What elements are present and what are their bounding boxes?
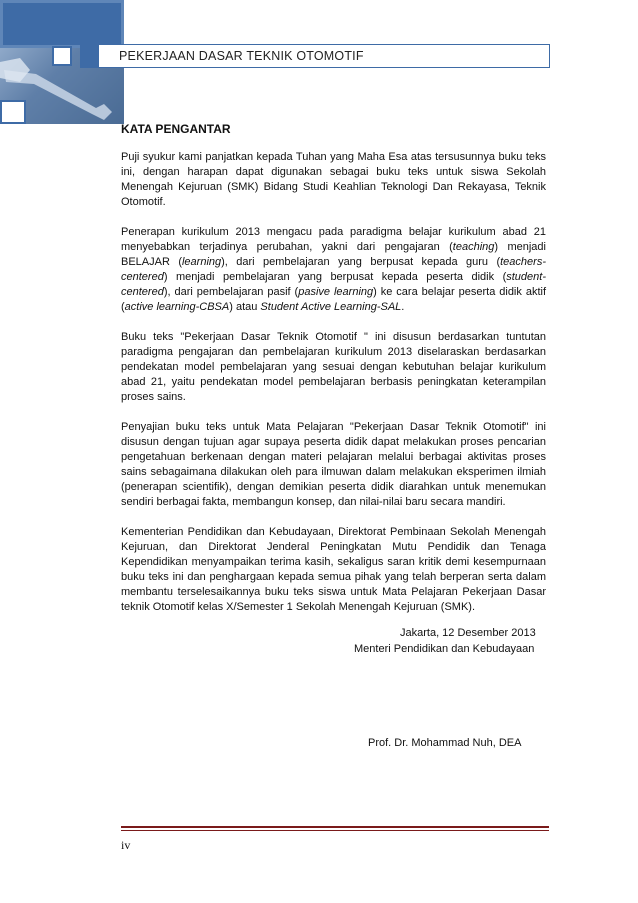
page-heading: KATA PENGANTAR [121,122,231,136]
text-run: Buku teks "Pekerjaan Dasar Teknik Otomotif " ini disusun berdasarkan tuntutan paradigma pengajaran dan pembelajaran kurikulum 2013 diselaraskan berdasarkan pendekatan model pembelajaran yang sesuai dengan kebutuhan belajar kurikulum abad 21, yaitu pendekatan model pembelajaran berbasis peningkatan keterampilan proses sains. [121,331,546,403]
body-paragraph [121,420,546,510]
italic-term: student-centered [121,271,546,298]
header-title: PEKERJAAN DASAR TEKNIK OTOMOTIF [119,49,364,63]
italic-term: active learning-CBSA [124,301,230,313]
text-run: ), dari pembelajaran yang berpusat kepada guru ( [221,256,501,268]
paragraph-list [121,150,546,615]
signature-name: Prof. Dr. Mohammad Nuh, DEA [368,737,522,749]
document-body [121,122,546,630]
decor-square [0,100,26,124]
body-paragraph [121,150,546,210]
text-run: . [401,301,405,313]
text-run: ), dari pembelajaran pasif ( [163,286,299,298]
text-run: ) menjadi BELAJAR ( [121,241,546,268]
signature-place-date: Jakarta, 12 Desember 2013 [400,627,536,639]
text-run: Kementerian Pendidikan dan Kebudayaan, Direktorat Pembinaan Sekolah Menengah Kejuruan, dan Direktorat Jenderal Peningkatan Mutu Pendidik dan Tenaga Kependidikan menyampaikan terima kasih, sekaligus saran kritik demi kesempurnaan buku teks ini dan penghargaan kepada semua pihak yang telah berperan serta dalam membantu terselesaikannya buku teks siswa untuk Mata Pelajaran Pekerjaan Dasar teknik Otomotif kelas X/Semester 1 Sekolah Menengah Kejuruan (SMK). [121,526,546,613]
text-run: ) atau [229,301,261,313]
decor-square [52,46,72,66]
italic-term: pasive learning [298,286,374,298]
running-header [80,44,550,68]
header-accent [81,45,99,67]
page-number: iv [121,838,131,852]
italic-term: teachers-centered [121,256,546,283]
body-paragraph [121,330,546,405]
body-paragraph [121,225,546,315]
body-paragraph [121,525,546,615]
text-run: ) ke cara belajar peserta didik aktif ( [121,286,547,313]
italic-term: teaching [452,241,495,253]
text-run: Penyajian buku teks untuk Mata Pelajaran "Pekerjaan Dasar Teknik Otomotif" ini disusun dengan tujuan agar supaya peserta didik dapat melakukan proses pencarian pengetahuan berkenaan dengan materi pelajaran melalui berbagai aktivitas proses sains sebagaimana dilakukan oleh para ilmuwan dalam melakukan eksperimen ilmiah (penerapan scientifik), dengan demikian peserta didik diarahkan untuk menemukan sendiri berbagai fakta, membangun konsep, dan nilai-nilai baru secara mandiri. [121,421,546,508]
text-run: Puji syukur kami panjatkan kepada Tuhan yang Maha Esa atas tersusunnya buku teks ini, dengan harapan dapat digunakan sebagai buku teks untuk siswa Sekolah Menengah Kejuruan (SMK) Bidang Studi Keahlian Teknologi Dan Rekayasa, Teknik Otomotif. [121,151,546,208]
italic-term: Student Active Learning-SAL [260,301,402,313]
signature-office: Menteri Pendidikan dan Kebudayaan [354,643,535,655]
corner-block [3,3,121,45]
text-run: Penerapan kurikulum 2013 mengacu pada paradigma belajar kurikulum abad 21 menyebabkan terjadinya perubahan, yakni dari pengajaran ( [121,226,546,253]
footer-rule [121,826,549,828]
footer-rule [121,830,549,831]
text-run: ) menjadi pembelajaran yang berpusat kepada peserta didik ( [163,271,507,283]
italic-term: learning [181,256,222,268]
